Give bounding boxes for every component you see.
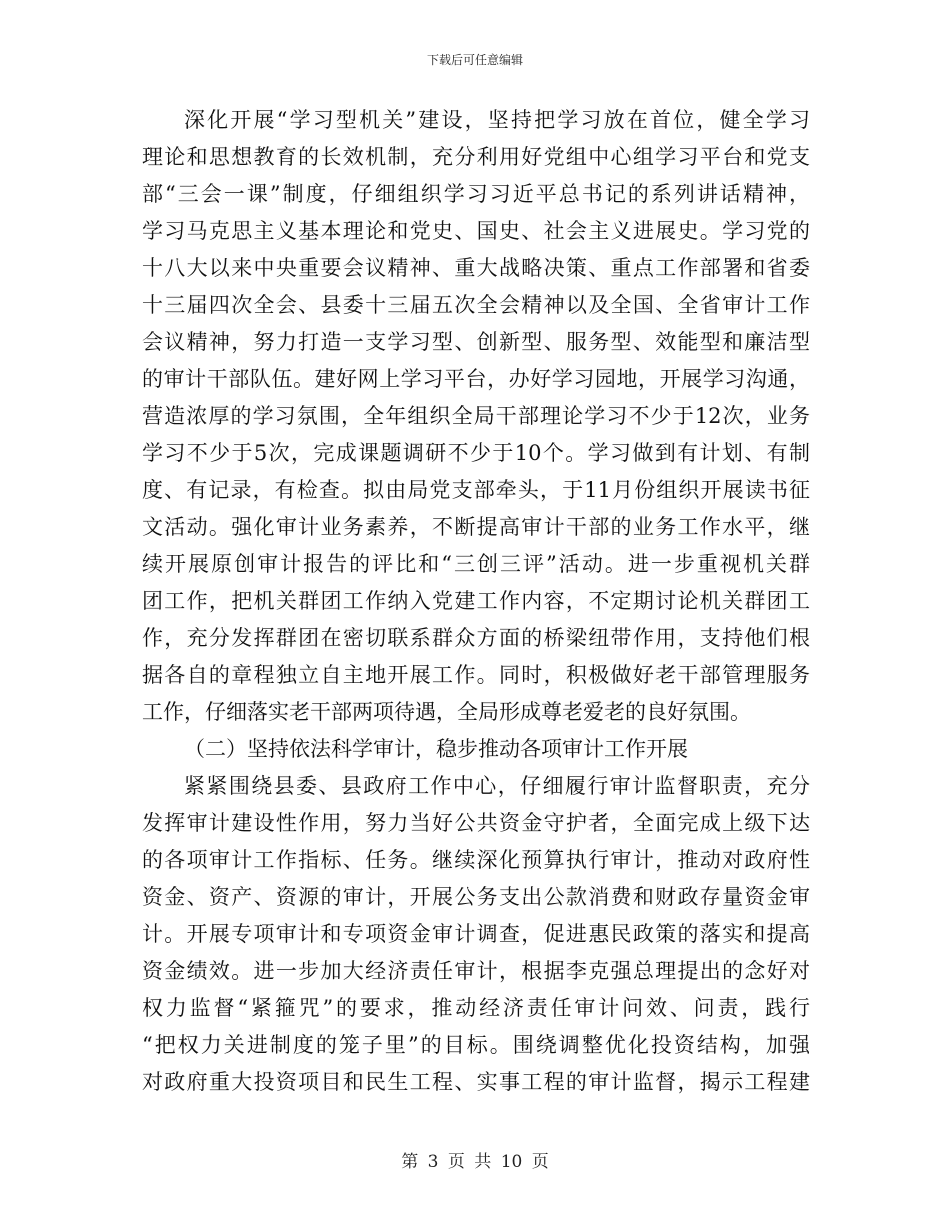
- paragraph-line: 资金绩效。进一步加大经济责任审计，根据李克强总理提出的念好对: [142, 959, 810, 983]
- paragraph-line: 的审计干部队伍。建好网上学习平台，办好学习园地，开展学习沟通，: [142, 367, 810, 391]
- paragraph-line: 权力监督“紧箍咒”的要求，推动经济责任审计问效、问责，践行: [142, 996, 810, 1020]
- paragraph-line: 部“三会一课”制度，仔细组织学习习近平总书记的系列讲话精神，: [142, 182, 810, 206]
- paragraph-line: 据各自的章程独立自主地开展工作。同时，积极做好老干部管理服务: [142, 663, 810, 687]
- paragraph-line: “把权力关进制度的笼子里”的目标。围绕调整优化投资结构，加强: [142, 1033, 810, 1057]
- paragraph-line: 紧紧围绕县委、县政府工作中心，仔细履行审计监督职责，充分: [184, 774, 810, 798]
- paragraph-line: 十八大以来中央重要会议精神、重大战略决策、重点工作部署和省委: [142, 256, 810, 280]
- paragraph-line: 深化开展“学习型机关”建设，坚持把学习放在首位，健全学习: [184, 108, 810, 132]
- paragraph-line: 理论和思想教育的长效机制，充分利用好党组中心组学习平台和党支: [142, 145, 810, 169]
- paragraph-line: 团工作，把机关群团工作纳入党建工作内容，不定期讨论机关群团工: [142, 589, 810, 613]
- paragraph-line: 工作，仔细落实老干部两项待遇，全局形成尊老爱老的良好氛围。: [142, 700, 751, 724]
- paragraph-line: 作，充分发挥群团在密切联系群众方面的桥梁纽带作用，支持他们根: [142, 626, 810, 650]
- paragraph-line: 文活动。强化审计业务素养，不断提高审计干部的业务工作水平，继: [142, 515, 810, 539]
- page-header: 下载后可任意编辑: [426, 53, 523, 67]
- paragraph-line: 会议精神，努力打造一支学习型、创新型、服务型、效能型和廉洁型: [142, 330, 810, 354]
- paragraph-line: 续开展原创审计报告的评比和“三创三评”活动。进一步重视机关群: [142, 552, 810, 576]
- document-body: [142, 102, 810, 1101]
- page-footer: 第 3 页 共 10 页: [401, 1152, 549, 1172]
- paragraph-line: 资金、资产、资源的审计，开展公务支出公款消费和财政存量资金审: [142, 885, 810, 909]
- paragraph-line: 学习不少于5次，完成课题调研不少于10个。学习做到有计划、有制: [142, 441, 810, 465]
- paragraph-line: 学习马克思主义基本理论和党史、国史、社会主义进展史。学习党的: [142, 219, 810, 243]
- paragraph-line: 发挥审计建设性作用，努力当好公共资金守护者，全面完成上级下达: [142, 811, 810, 835]
- section-heading: （二）坚持依法科学审计，稳步推动各项审计工作开展: [184, 737, 688, 761]
- paragraph-line: 对政府重大投资项目和民生工程、实事工程的审计监督，揭示工程建: [142, 1070, 810, 1094]
- paragraph-line: 度、有记录，有检查。拟由局党支部牵头，于11月份组织开展读书征: [142, 478, 810, 502]
- paragraph-line: 十三届四次全会、县委十三届五次全会精神以及全国、全省审计工作: [142, 293, 810, 317]
- paragraph-line: 营造浓厚的学习氛围，全年组织全局干部理论学习不少于12次，业务: [142, 404, 810, 428]
- paragraph-line: 的各项审计工作指标、任务。继续深化预算执行审计，推动对政府性: [142, 848, 810, 872]
- paragraph-line: 计。开展专项审计和专项资金审计调查，促进惠民政策的落实和提高: [142, 922, 810, 946]
